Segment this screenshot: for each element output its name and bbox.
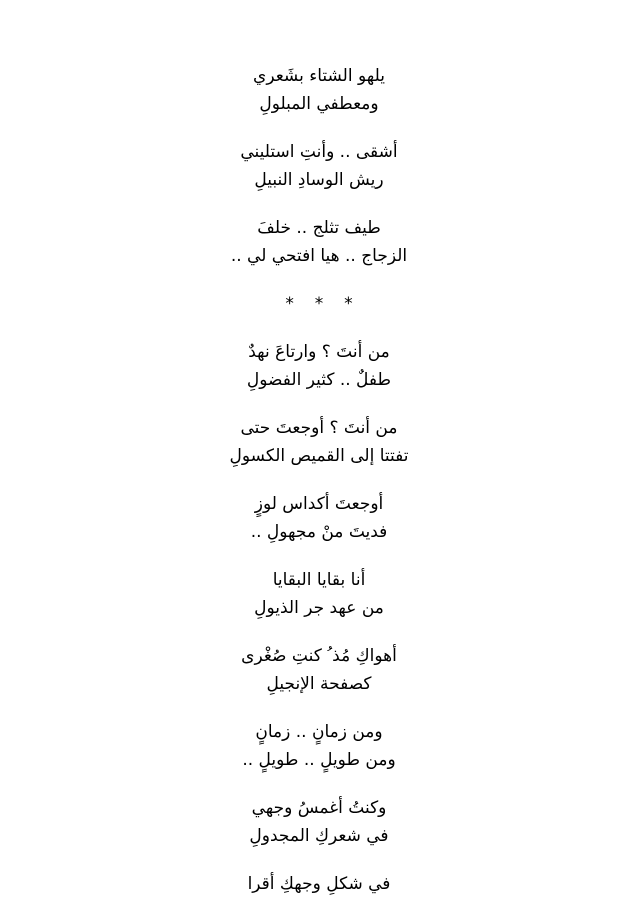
stanza-3 <box>0 214 638 270</box>
stanza-11 <box>0 870 638 898</box>
stanza-4 <box>0 338 638 394</box>
stanza-2 <box>0 138 638 194</box>
stanza-6 <box>0 490 638 546</box>
asterisk: * <box>285 294 294 314</box>
stanza-5 <box>0 414 638 470</box>
stanza-10 <box>0 794 638 850</box>
stanza-8 <box>0 642 638 698</box>
poem-line: في شكلِ وجهكِ أقرا <box>247 874 391 894</box>
asterisk: * <box>344 294 353 314</box>
poem-line: طيف تثلج .. خلفَ <box>257 218 381 238</box>
poem-line: من أنتَ ؟ أوجعتَ حتى <box>240 418 398 438</box>
stanza-7 <box>0 566 638 622</box>
poem-line: أنا بقايا البقايا <box>272 570 366 590</box>
poem-line: من أنتَ ؟ وارتاعَ نهدٌ <box>248 342 390 362</box>
poem-line: ومعطفي المبلولِ <box>259 94 379 114</box>
stanza-1 <box>0 62 638 118</box>
poem-line: وكنتُ أغمسُ وجهي <box>251 798 387 818</box>
poem-body <box>0 62 638 898</box>
poem-line: ومن زمانٍ .. زمانٍ <box>255 722 383 742</box>
poem-line: من عهد جر الذيولِ <box>254 598 384 618</box>
poem-line: ومن طويلٍ .. طويلٍ .. <box>242 750 396 770</box>
poem-line: فديتَ منْ مجهولِ .. <box>250 522 388 542</box>
poem-line: طفلٌ .. كثير الفضولِ <box>246 370 392 390</box>
poem-line: الزجاج .. هيا افتحي لي .. <box>230 246 408 266</box>
poem-line: في شعركِ المجدولِ <box>249 826 389 846</box>
asterisk: * <box>314 294 324 314</box>
stanza-9 <box>0 718 638 774</box>
poem-line: يلهو الشتاء بشَعري <box>253 66 385 86</box>
poem-line: أوجعتَ أكداس لوزٍ <box>254 494 384 514</box>
poem-line: أشقى .. وأنتِ استليني <box>240 142 398 162</box>
poem-line: تفتتا إلى القميص الكسولِ <box>229 446 409 466</box>
poem-line: ريش الوسادِ النبيلِ <box>254 170 384 190</box>
poem-line: أهواكِ مُذ ُ كنتِ صُغْرى <box>241 646 397 666</box>
poem-line: كصفحة الإنجيلِ <box>266 674 372 694</box>
section-separator <box>0 290 638 318</box>
